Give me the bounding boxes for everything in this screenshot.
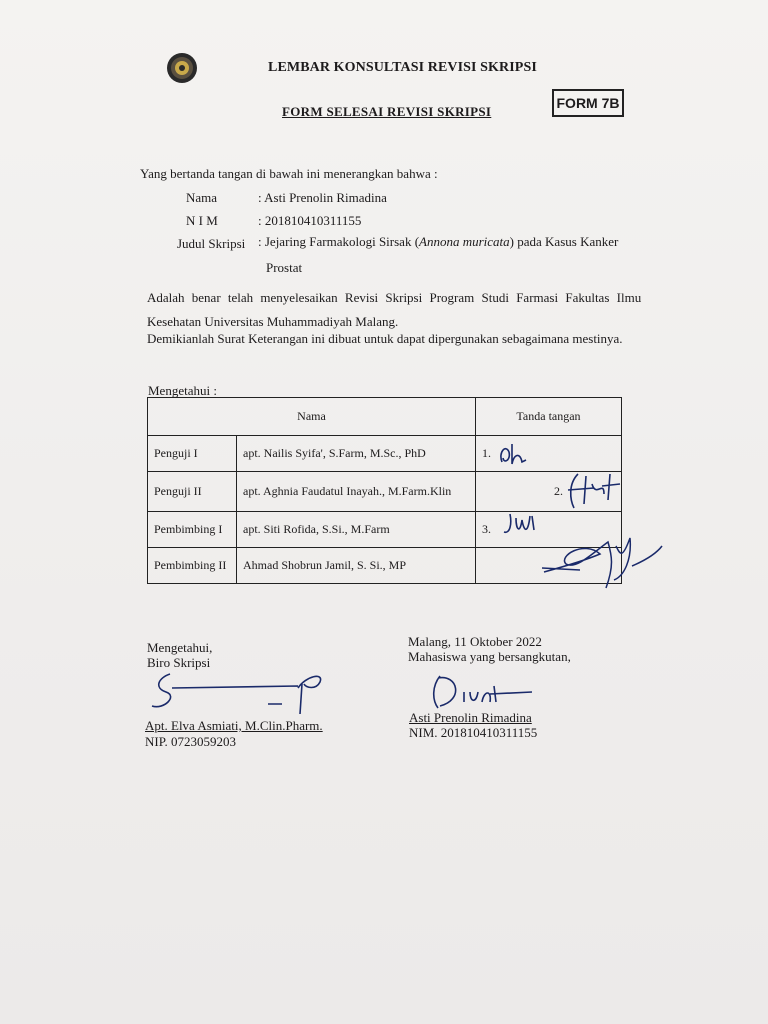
statement-line-1: Adalah benar telah menyelesaikan Revisi Skripsi Program Studi Farmasi Fakultas Ilmu <box>147 290 642 305</box>
form-title: FORM SELESAI REVISI SKRIPSI <box>282 104 492 119</box>
field-label-title: Judul Skripsi <box>177 236 246 251</box>
row-number: 2. <box>554 484 563 498</box>
right-sign-line-1: Malang, 11 Oktober 2022 <box>408 634 542 649</box>
field-value-nim: : 201810410311155 <box>258 213 362 228</box>
row-role: Penguji II <box>148 472 237 512</box>
mengetahui-label: Mengetahui : <box>148 383 217 398</box>
statement-line-3: Demikianlah Surat Keterangan ini dibuat untuk dapat dipergunakan sebagaimana mestinya. <box>147 331 623 346</box>
row-name: apt. Nailis Syifa', S.Farm, M.Sc., PhD <box>237 436 476 472</box>
row-name: apt. Aghnia Faudatul Inayah., M.Farm.Klin <box>237 472 476 512</box>
row-role: Pembimbing II <box>148 548 237 584</box>
form-code-box: FORM 7B <box>552 89 624 117</box>
header-signature: Tanda tangan <box>476 398 622 436</box>
row-name: Ahmad Shobrun Jamil, S. Si., MP <box>237 548 476 584</box>
signature-penguji-2 <box>564 470 624 512</box>
header-name: Nama <box>148 398 476 436</box>
row-name: apt. Siti Rofida, S.Si., M.Farm <box>237 512 476 548</box>
row-role: Penguji I <box>148 436 237 472</box>
signature-biro-skripsi <box>148 666 328 722</box>
intro-text: Yang bertanda tangan di bawah ini menerangkan bahwa : <box>140 166 438 181</box>
field-label-name: Nama <box>186 190 218 205</box>
left-sign-line-1: Mengetahui, <box>147 640 213 655</box>
row-number: 1. <box>482 446 491 460</box>
right-sign-nim: NIM. 201810410311155 <box>409 725 538 740</box>
row-role: Pembimbing I <box>148 512 237 548</box>
table-row <box>148 436 622 472</box>
left-sign-line-2: Biro Skripsi <box>147 655 211 670</box>
table-row <box>148 472 622 512</box>
field-label-nim: N I M <box>186 213 218 228</box>
field-value-title: : Jejaring Farmakologi Sirsak (Annona muricata) pada Kasus Kanker <box>258 234 619 249</box>
left-sign-name: Apt. Elva Asmiati, M.Clin.Pharm. <box>145 718 323 733</box>
table-header-row <box>148 398 622 436</box>
signature-penguji-1 <box>496 440 536 470</box>
signature-pembimbing-2 <box>536 530 666 594</box>
document-title: LEMBAR KONSULTASI REVISI SKRIPSI <box>268 60 537 75</box>
right-sign-name: Asti Prenolin Rimadina <box>409 710 532 725</box>
signature-student <box>428 670 538 712</box>
right-sign-line-2: Mahasiswa yang bersangkutan, <box>408 649 571 664</box>
row-number: 3. <box>482 522 491 536</box>
university-seal-icon <box>166 52 198 84</box>
left-sign-nip: NIP. 0723059203 <box>145 734 237 749</box>
field-value-title-line2: Prostat <box>266 260 303 275</box>
statement-line-2: Kesehatan Universitas Muhammadiyah Malang. <box>147 314 399 329</box>
field-value-name: : Asti Prenolin Rimadina <box>258 190 387 205</box>
